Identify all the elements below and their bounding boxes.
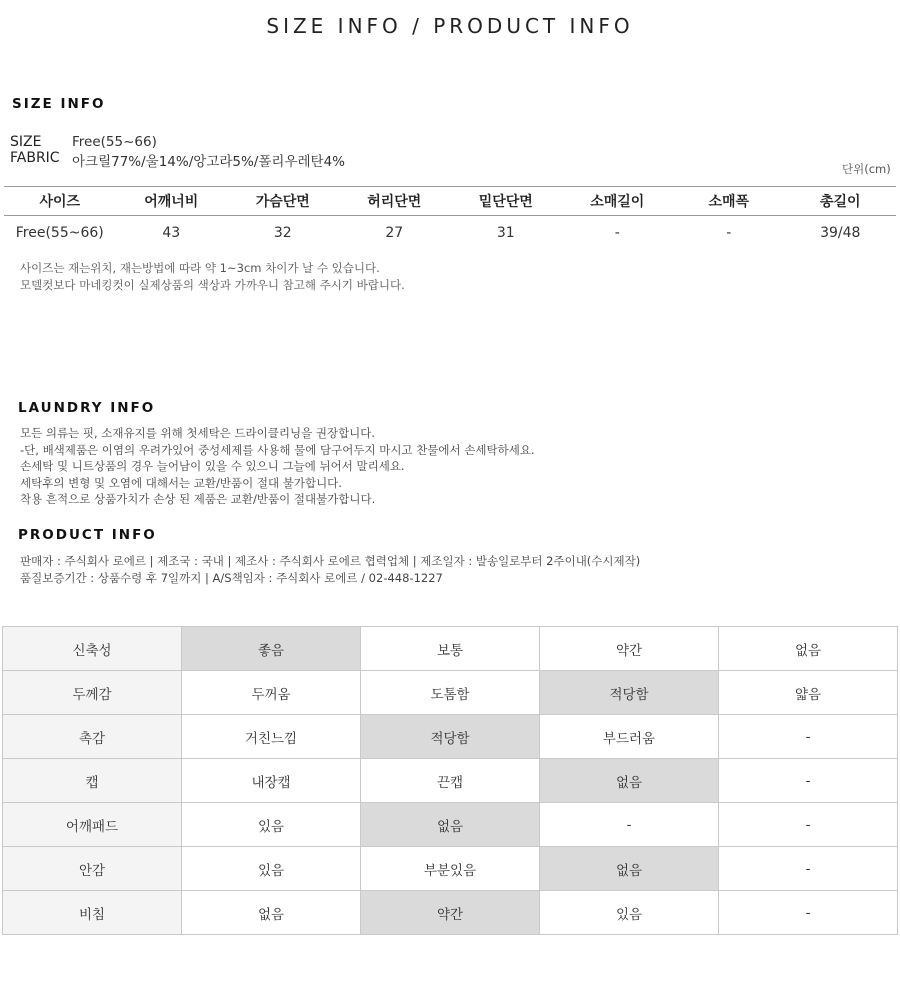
attribute-row	[3, 759, 898, 803]
product-info-text	[20, 553, 640, 586]
attribute-option: -	[719, 759, 898, 803]
attribute-option: -	[719, 803, 898, 847]
attribute-option: 약간	[540, 627, 719, 671]
attribute-row	[3, 803, 898, 847]
product-line: 판매자 : 주식회사 로에르 | 제조국 : 국내 | 제조사 : 주식회사 로에르 협력업체 | 제조일자 : 발송일로부터 2주이내(수시제작)	[20, 554, 641, 568]
size-cell: Free(55~66)	[15, 224, 104, 241]
size-cell: 43	[162, 224, 181, 241]
size-col-header: 가슴단면	[227, 187, 339, 216]
attribute-row	[3, 715, 898, 759]
size-key: SIZE	[10, 134, 42, 150]
size-cell: -	[614, 224, 620, 241]
size-notes	[20, 260, 405, 293]
fabric-attribute-table	[2, 626, 898, 935]
product-line: 품질보증기간 : 상품수령 후 7일까지 | A/S책임자 : 주식회사 로에르 / 02-448-1227	[20, 570, 443, 585]
attribute-option: 부분있음	[361, 847, 540, 891]
attribute-option: 부드러움	[540, 715, 719, 759]
size-col-header: 어깨너비	[116, 187, 228, 216]
attribute-option: 있음	[182, 803, 361, 847]
attribute-name: 두께감	[3, 671, 182, 715]
attribute-option-selected: 없음	[540, 759, 719, 803]
attribute-option: 도톰함	[361, 671, 540, 715]
attribute-option: -	[540, 803, 719, 847]
laundry-line: 세탁후의 변형 및 오염에 대해서는 교환/반품이 절대 불가합니다.	[20, 475, 342, 490]
size-note: 사이즈는 재는위치, 재는방법에 따라 약 1~3cm 차이가 날 수 있습니다.	[20, 261, 380, 275]
laundry-info-heading: LAUNDRY INFO	[18, 400, 156, 416]
size-cell: 39/48	[820, 224, 861, 241]
attribute-name: 캡	[3, 759, 182, 803]
size-col-header: 사이즈	[4, 187, 116, 216]
attribute-name: 촉감	[3, 715, 182, 759]
laundry-line: 모든 의류는 핏, 소재유지를 위해 첫세탁은 드라이클리닝을 권장합니다.	[20, 426, 376, 440]
attribute-option: 있음	[540, 891, 719, 935]
attribute-option-selected: 약간	[361, 891, 540, 935]
size-col-header: 허리단면	[339, 187, 451, 216]
attribute-option: 얇음	[719, 671, 898, 715]
attribute-option: -	[719, 847, 898, 891]
size-table-row	[4, 216, 896, 250]
attribute-option: 내장캡	[182, 759, 361, 803]
attribute-option-selected: 없음	[540, 847, 719, 891]
unit-label: 단위(cm)	[842, 162, 891, 176]
attribute-name: 신축성	[3, 627, 182, 671]
attribute-name: 안감	[3, 847, 182, 891]
attribute-option: 보통	[361, 627, 540, 671]
size-note: 모델컷보다 마네킹컷이 실제상품의 색상과 가까우니 참고해 주시기 바랍니다.	[20, 277, 405, 292]
size-col-header: 총길이	[785, 187, 897, 216]
attribute-option: 있음	[182, 847, 361, 891]
attribute-row	[3, 891, 898, 935]
attribute-option: 두꺼움	[182, 671, 361, 715]
attribute-row	[3, 847, 898, 891]
fabric-value: 아크릴77%/울14%/앙고라5%/폴리우레탄4%	[72, 154, 345, 170]
attribute-option: 끈캡	[361, 759, 540, 803]
size-cell: 32	[273, 224, 292, 241]
page-title: SIZE INFO / PRODUCT INFO	[266, 14, 634, 38]
size-table-header-row	[4, 187, 896, 216]
attribute-name: 어깨패드	[3, 803, 182, 847]
size-cell: -	[726, 224, 732, 241]
attribute-option-selected: 좋음	[182, 627, 361, 671]
attribute-option-selected: 없음	[361, 803, 540, 847]
attribute-option-selected: 적당함	[540, 671, 719, 715]
product-info-heading: PRODUCT INFO	[18, 527, 157, 543]
size-info-heading: SIZE INFO	[12, 96, 106, 112]
size-col-header: 소매길이	[562, 187, 674, 216]
attribute-option: -	[719, 715, 898, 759]
laundry-line: 착용 흔적으로 상품가치가 손상 된 제품은 교환/반품이 절대불가합니다.	[20, 492, 376, 507]
attribute-option-selected: 적당함	[361, 715, 540, 759]
laundry-info-text	[20, 425, 535, 508]
size-table	[4, 186, 896, 249]
attribute-name: 비침	[3, 891, 182, 935]
size-cell: 31	[496, 224, 515, 241]
size-cell: 27	[385, 224, 404, 241]
attribute-row	[3, 671, 898, 715]
attribute-row	[3, 627, 898, 671]
attribute-option: 거친느낌	[182, 715, 361, 759]
size-value: Free(55~66)	[72, 134, 157, 150]
size-col-header: 밑단단면	[450, 187, 562, 216]
attribute-option: 없음	[182, 891, 361, 935]
size-col-header: 소매폭	[673, 187, 785, 216]
fabric-key: FABRIC	[10, 150, 60, 166]
laundry-line: 손세탁 및 니트상품의 경우 늘어남이 있을 수 있으니 그늘에 뉘어서 말리세요.	[20, 459, 405, 474]
attribute-option: -	[719, 891, 898, 935]
laundry-line: -단, 배색제품은 이염의 우려가있어 중성세제를 사용해 물에 담구어두지 마시고 찬물에서 손세탁하세요.	[20, 442, 535, 457]
attribute-option: 없음	[719, 627, 898, 671]
